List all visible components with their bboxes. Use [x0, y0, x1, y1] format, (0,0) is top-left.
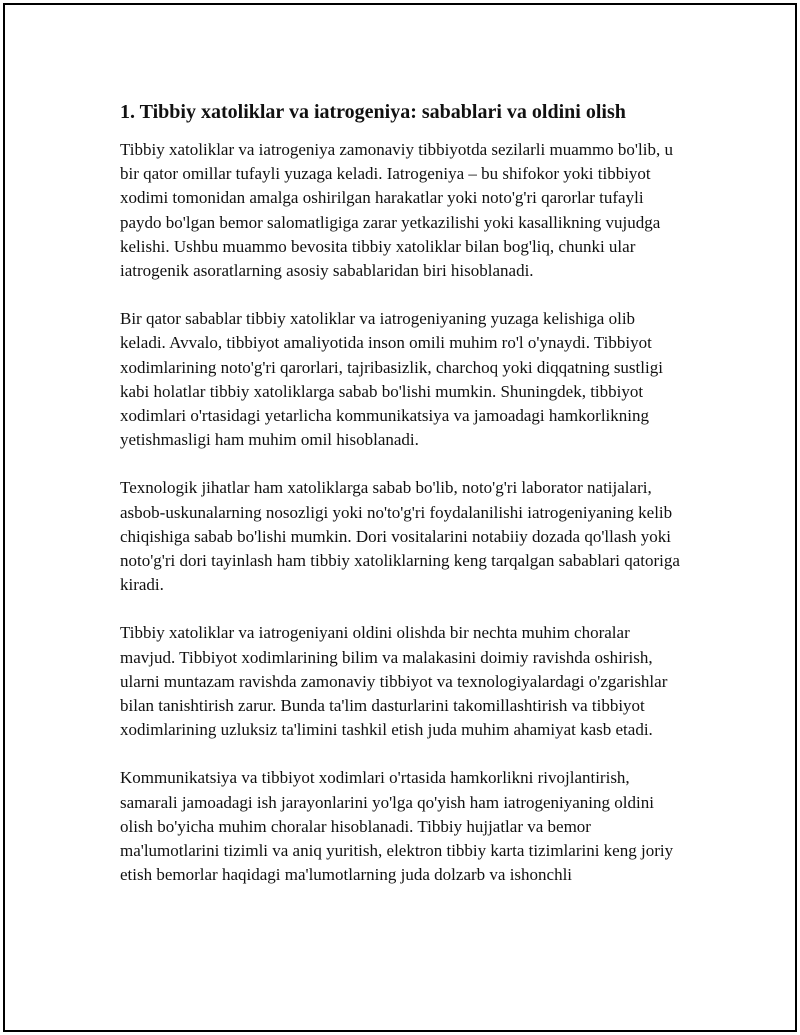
paragraph-5: Kommunikatsiya va tibbiyot xodimlari o'rtasida hamkorlikni rivojlantirish, samarali jamoadagi ish jarayonlarini yo'lga qo'yish ham iatrogeniyaning oldini olish bo'yicha muhim choralar hisoblanadi. Tibbiy hujjatlar va bemor ma'lumotlarini tizimli va aniq yuritish, elektron tibbiy karta tizimlarini keng joriy etish bemorlar haqidagi ma'lumotlarning juda dolzarb va ishonchli	[120, 768, 674, 885]
document-body	[120, 98, 680, 887]
paragraph-3: Texnologik jihatlar ham xatoliklarga sabab bo'lib, noto'g'ri laborator natijalari, asbob-uskunalarning nosozligi yoki no'to'g'ri foydalanilishi iatrogeniyaning kelib chiqishiga sabab bo'lishi mumkin. Dori vositalarini notabiiy dozada qo'llash yoki noto'g'ri dori tayinlash ham tibbiy xatoliklarning keng tarqalgan sabablari qatoriga kiradi.	[120, 478, 680, 595]
paragraph-4: Tibbiy xatoliklar va iatrogeniyani oldini olishda bir nechta muhim choralar mavjud. Tibbiyot xodimlarining bilim va malakasini doimiy ravishda oshirish, ularni muntazam ravishda zamonaviy tibbiyot va texnologiyalardagi o'zgarishlar bilan tanishtirish zarur. Bunda ta'lim dasturlarini takomillashtirish va tibbiyot xodimlarining uzluksiz ta'limini tashkil etish juda muhim ahamiyat kasb etadi.	[120, 623, 668, 740]
paragraph-1: Tibbiy xatoliklar va iatrogeniya zamonaviy tibbiyotda sezilarli muammo bo'lib, u bir qator omillar tufayli yuzaga keladi. Iatrogeniya – bu shifokor yoki tibbiyot xodimi tomonidan amalga oshirilgan harakatlar yoki noto'g'ri qarorlar tufayli paydo bo'lgan bemor salomatligiga zarar yetkazilishi yoki kasallikning vujudga kelishi. Ushbu muammo bevosita tibbiy xatoliklar bilan bog'liq, chunki ular iatrogenik asoratlarning asosiy sabablaridan biri hisoblanadi.	[120, 140, 673, 281]
paragraph-2: Bir qator sabablar tibbiy xatoliklar va iatrogeniyaning yuzaga kelishiga olib keladi. Avvalo, tibbiyot amaliyotida inson omili muhim ro'l o'ynaydi. Tibbiyot xodimlarining noto'g'ri qarorlari, tajribasizlik, charchoq yoki diqqatning sustligi kabi holatlar tibbiy xatoliklarga sabab bo'lishi mumkin. Shuningdek, tibbiyot xodimlari o'rtasidagi yetarlicha kommunikatsiya va jamoadagi hamkorlikning yetishmasligi ham muhim omil hisoblanadi.	[120, 309, 663, 450]
section-heading: 1. Tibbiy xatoliklar va iatrogeniya: sabablari va oldini olish	[120, 101, 626, 123]
page-frame	[3, 3, 797, 1032]
